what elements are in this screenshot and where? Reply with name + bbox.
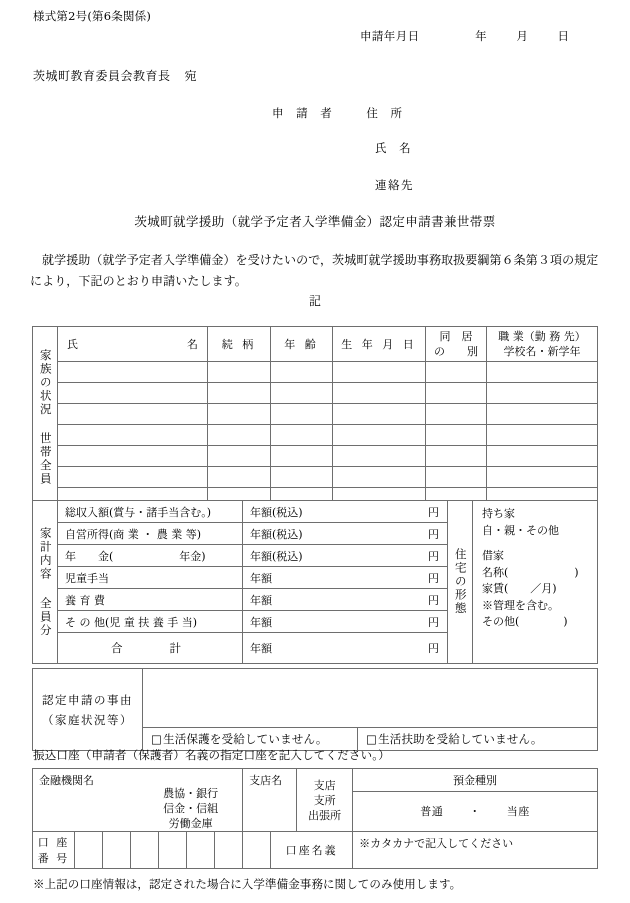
checkbox-livelihood-aid[interactable] — [358, 728, 598, 751]
income-amount-label-childcare-expense: 年額 — [250, 593, 272, 607]
income-amount-label-other: 年額 — [250, 615, 272, 629]
family-table-header-row — [33, 327, 598, 362]
cell-name[interactable] — [58, 446, 208, 467]
bank-header-row — [33, 769, 598, 832]
deposit-title: 預金種別 — [353, 769, 597, 792]
checkbox-icon[interactable]: □ — [151, 732, 163, 746]
housing-owned-line2[interactable]: 自・親・その他 — [482, 523, 559, 537]
reason-input-area[interactable] — [143, 669, 598, 728]
housing-rented-line1: 借家 — [482, 549, 504, 562]
column-header-cohabitation-line2: の 別 — [434, 345, 478, 358]
income-amount-label-self-employed: 年額(税込) — [250, 527, 303, 541]
income-amount-childcare-expense[interactable] — [243, 589, 448, 611]
body-paragraph — [30, 250, 602, 292]
cell-birthdate[interactable] — [333, 404, 426, 425]
cell-cohabitation[interactable] — [426, 467, 487, 488]
yen-unit: 円 — [428, 571, 439, 585]
branch-type-2[interactable]: 支所 — [313, 793, 336, 807]
cell-age[interactable] — [271, 383, 333, 404]
branch-type-1[interactable]: 支店 — [313, 778, 336, 792]
housing-rented-other[interactable]: その他( ) — [482, 615, 568, 628]
cell-occupation[interactable] — [487, 425, 598, 446]
cell-cohabitation[interactable] — [426, 404, 487, 425]
cell-name[interactable] — [58, 383, 208, 404]
income-item-total: 合 計 — [58, 633, 243, 664]
cell-birthdate[interactable] — [333, 467, 426, 488]
cell-occupation[interactable] — [487, 383, 598, 404]
income-side-label-bottom: 全員分 — [38, 596, 53, 638]
yen-unit: 円 — [428, 505, 439, 519]
cell-age[interactable] — [271, 467, 333, 488]
column-header-name-right: 名 — [187, 337, 198, 351]
account-digit-2[interactable] — [103, 832, 131, 869]
addressee-line — [33, 67, 197, 84]
cell-relationship[interactable] — [208, 404, 271, 425]
income-side-label-top: 家計内容 — [38, 526, 53, 581]
yen-unit: 円 — [428, 549, 439, 563]
yen-unit: 円 — [428, 615, 439, 629]
addressee-name: 茨城町教育委員会教育長 — [33, 69, 171, 83]
year-unit: 年 — [475, 29, 487, 43]
family-status-table — [32, 326, 598, 509]
cell-occupation[interactable] — [487, 404, 598, 425]
column-header-occupation-line1: 職 業（勤 務 先） — [498, 330, 586, 343]
cell-cohabitation[interactable] — [426, 362, 487, 383]
table-row[interactable] — [33, 446, 598, 467]
kana-note-text: ※カタカナで記入してください — [359, 837, 514, 850]
institution-types[interactable] — [163, 786, 218, 831]
income-amount-child-allowance[interactable] — [243, 567, 448, 589]
income-item-self-employed: 自営所得(商 業 ・ 農 業 等) — [58, 523, 243, 545]
reason-label-line1: 認定申請の事由 — [42, 692, 133, 707]
cell-cohabitation[interactable] — [426, 425, 487, 446]
applicant-name-label: 氏 名 — [375, 141, 416, 155]
deposit-type-cell — [353, 769, 598, 832]
household-income-table — [32, 500, 598, 664]
family-side-label-bottom: 世帯全員 — [38, 432, 53, 487]
document-title: 茨城町就学援助（就学予定者入学準備金）認定申請書兼世帯票 — [134, 214, 496, 229]
yen-unit: 円 — [428, 642, 439, 655]
ki-marker: 記 — [308, 294, 321, 308]
column-header-cohabitation — [426, 327, 487, 362]
reason-label-line2: （家庭状況等） — [42, 712, 133, 727]
deposit-title-row — [353, 769, 597, 792]
day-unit: 日 — [557, 29, 569, 43]
income-amount-label-total: 年額 — [250, 642, 272, 655]
cell-birthdate[interactable] — [333, 425, 426, 446]
housing-spacer — [482, 539, 597, 548]
income-item-total-income: 総収入額(賞与・諸手当含む。) — [58, 501, 243, 523]
institution-type-1[interactable]: 農協・銀行 — [163, 787, 219, 800]
table-row[interactable] — [33, 383, 598, 404]
cell-birthdate[interactable] — [333, 362, 426, 383]
housing-type-cell[interactable] — [473, 501, 598, 664]
income-amount-total[interactable] — [243, 633, 448, 664]
cell-relationship[interactable] — [208, 383, 271, 404]
column-header-name-left: 氏 — [67, 337, 78, 351]
family-side-label — [33, 327, 58, 509]
cell-cohabitation[interactable] — [426, 383, 487, 404]
table-row[interactable] — [33, 425, 598, 446]
application-reason-table — [32, 668, 598, 751]
housing-owned-line1: 持ち家 — [482, 507, 515, 520]
account-holder-label: 口座名義 — [271, 832, 353, 869]
table-row[interactable] — [33, 467, 598, 488]
yen-unit: 円 — [428, 593, 439, 607]
column-header-name — [58, 327, 208, 362]
column-header-occupation — [487, 327, 598, 362]
cell-birthdate[interactable] — [333, 383, 426, 404]
cell-age[interactable] — [271, 362, 333, 383]
income-item-childcare-expense: 養 育 費 — [58, 589, 243, 611]
footer-note: ※上記の口座情報は，認定された場合に入学準備金事務に関してのみ使用します。 — [33, 877, 462, 891]
column-header-cohabitation-line1: 同 居 — [439, 330, 473, 343]
account-digit-7[interactable] — [243, 832, 271, 869]
income-item-pension[interactable]: 年 金( 年金) — [58, 545, 243, 567]
income-amount-pension[interactable] — [243, 545, 448, 567]
bank-account-table — [32, 768, 598, 869]
account-digit-6[interactable] — [215, 832, 243, 869]
cell-name[interactable] — [58, 362, 208, 383]
address-label: 住 所 — [366, 106, 407, 120]
branch-type-3[interactable]: 出張所 — [308, 808, 342, 822]
cell-occupation[interactable] — [487, 446, 598, 467]
income-item-child-allowance: 児童手当 — [58, 567, 243, 589]
housing-rented-name[interactable]: 名称( ) — [482, 565, 579, 579]
deposit-type-inner-table — [353, 769, 597, 830]
cell-age[interactable] — [271, 446, 333, 467]
housing-side-label: 住宅の形態 — [448, 501, 473, 664]
income-amount-label-total-income: 年額(税込) — [250, 505, 303, 519]
table-row[interactable] — [33, 362, 598, 383]
deposit-options[interactable] — [353, 792, 597, 831]
column-header-birthdate: 生 年 月 日 — [333, 327, 426, 362]
cell-name[interactable] — [58, 467, 208, 488]
income-item-other: そ の 他(児 童 扶 養 手 当) — [58, 611, 243, 633]
cell-relationship[interactable] — [208, 467, 271, 488]
reason-main-row — [33, 669, 598, 728]
institution-cell[interactable] — [33, 769, 243, 832]
account-digit-4[interactable] — [159, 832, 187, 869]
checkbox-livelihood-aid-label: 生活扶助を受給していません。 — [378, 732, 543, 746]
branch-cell[interactable] — [243, 769, 297, 832]
income-amount-total-income[interactable] — [243, 501, 448, 523]
cell-relationship[interactable] — [208, 446, 271, 467]
column-header-age: 年 齢 — [271, 327, 333, 362]
cell-age[interactable] — [271, 425, 333, 446]
institution-type-2[interactable]: 信金・信組 — [163, 802, 219, 815]
checkbox-welfare-label: 生活保護を受給していません。 — [163, 732, 328, 746]
income-side-label — [33, 501, 58, 664]
month-unit: 月 — [516, 29, 528, 43]
account-digit-3[interactable] — [131, 832, 159, 869]
column-header-relationship: 続 柄 — [208, 327, 271, 362]
branch-types[interactable] — [297, 769, 353, 832]
account-digit-5[interactable] — [187, 832, 215, 869]
account-holder-input[interactable] — [353, 832, 598, 869]
institution-label: 金融機関名 — [39, 774, 94, 787]
cell-relationship[interactable] — [208, 362, 271, 383]
institution-type-3[interactable]: 労働金庫 — [168, 817, 213, 830]
income-row-total-income — [33, 501, 598, 523]
deposit-option-current[interactable]: 当座 — [506, 805, 530, 818]
income-amount-label-child-allowance: 年額 — [250, 571, 272, 585]
cell-cohabitation[interactable] — [426, 446, 487, 467]
income-amount-other[interactable] — [243, 611, 448, 633]
cell-age[interactable] — [271, 404, 333, 425]
family-side-label-top: 家族の状況 — [38, 348, 53, 417]
body-paragraph-text: 就学援助（就学予定者入学準備金）を受けたいので，茨城町就学援助事務取扱要綱第６条第３項の規定により，下記のとおり申請いたします。 — [30, 253, 599, 288]
column-header-occupation-line2: 学校名・新学年 — [503, 345, 581, 358]
bank-account-row — [33, 832, 598, 869]
checkbox-icon[interactable]: □ — [366, 732, 378, 746]
table-row[interactable] — [33, 404, 598, 425]
deposit-option-separator: ・ — [469, 805, 481, 818]
cell-occupation[interactable] — [487, 467, 598, 488]
cell-birthdate[interactable] — [333, 446, 426, 467]
form-number: 様式第2号(第6条関係) — [33, 9, 152, 23]
branch-label: 支店名 — [249, 774, 283, 787]
cell-name[interactable] — [58, 404, 208, 425]
cell-name[interactable] — [58, 425, 208, 446]
cell-occupation[interactable] — [487, 362, 598, 383]
reason-label-cell — [33, 669, 143, 751]
housing-rented-note: ※管理を含む。 — [482, 598, 559, 612]
applicant-address-row — [272, 105, 406, 121]
application-date-label: 申請年月日 — [360, 29, 420, 43]
applicant-contact-label: 連絡先 — [375, 178, 414, 192]
bank-account-note: 振込口座（申請者（保護者）名義の指定口座を記入してください。） — [33, 748, 390, 762]
addressee-suffix: 宛 — [184, 69, 198, 83]
income-amount-self-employed[interactable] — [243, 523, 448, 545]
deposit-options-row — [353, 792, 597, 831]
account-number-label: 口 座 番 号 — [33, 832, 75, 869]
application-date-line — [360, 28, 569, 44]
deposit-option-ordinary[interactable]: 普通 — [420, 805, 444, 818]
account-digit-1[interactable] — [75, 832, 103, 869]
yen-unit: 円 — [428, 527, 439, 541]
applicant-label: 申 請 者 — [272, 106, 337, 120]
income-amount-label-pension: 年額(税込) — [250, 549, 303, 563]
housing-rented-rent[interactable]: 家賃( ／月) — [482, 582, 557, 595]
cell-relationship[interactable] — [208, 425, 271, 446]
